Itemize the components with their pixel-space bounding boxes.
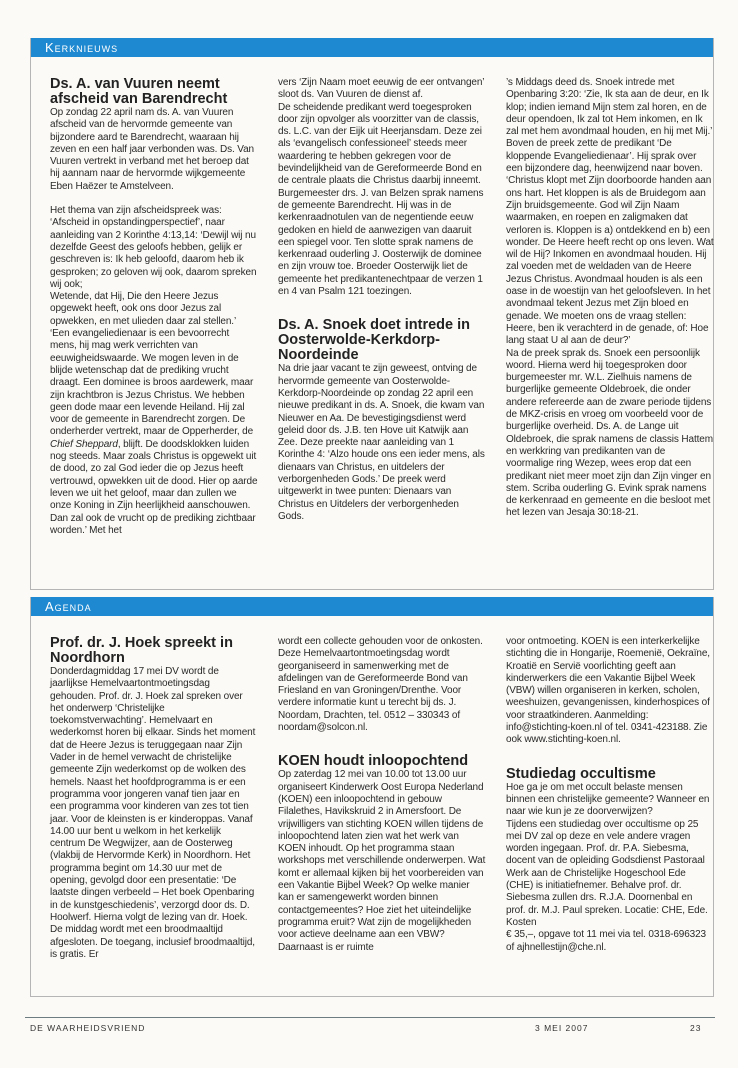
section-title: Kerknieuws xyxy=(31,38,713,57)
text-run: , blijft. De doodsklokken luiden nog steeds. Maar zoals Christus is opgewekt uit de dood, zo zal God ieder die op Jezus heeft vertrouwd, opwekken uit de dood. Hier op aarde leven we uit het geloof, maar dan zullen we onze Koning in Zijn heerlijkheid aanschouwen. Dan zal ook de vrucht op de prediking zichtbaar worden.’ Met het xyxy=(50,438,258,536)
section-agenda xyxy=(30,597,714,997)
article-paragraph: Na de preek sprak ds. Snoek een persoonlijk woord. Hierna werd hij toegesproken door burgemeester mr. W.L. Zielhuis namens de burgerlijke gemeente Oldebroek, die onder andere refereerde aan de zware periode tijdens de MKZ-crisis en vroeg om voorbeeld voor de burgerlijke overheid. Ds. A. de Lange uit Oldebroek, die sprak namens de classis Hattem en werkkring van predikanten van de voormalige ring Wezep, wees erop dat een predikant niet meer moet zijn dan Zijn vinger en stem. Scriba ouderling G. Evink sprak namens de kerkenraad en gemeente en die besloot met het lezen van Jesaja 30:18-21. xyxy=(506,347,713,519)
footer-divider xyxy=(25,1017,715,1018)
article-paragraph: Op zaterdag 12 mei van 10.00 tot 13.00 uur organiseert Kinderwerk Oost Europa Nederland (KOEN) een inloopochtend in gebouw Filalethes, Havikskruid 2 in Amersfoort. De vrijwilligers van stichting KOEN willen tijdens de inloopochtend laten zien wat het werk van KOEN inhoudt. Op het programma staan workshops met verschillende onderwerpen. Wat komt er allemaal kijken bij het voorbereiden van een Vakantie Bijbel Week? Op welke manier kan er samengewerkt worden binnen contactgemeentes? Hoe ziet het uiteindelijke programma eruit? Wat zijn de mogelijkheden voor actieve deelname aan een VBW? Daarnaast is er ruimte xyxy=(278,769,486,953)
article-headline: Ds. A. van Vuuren neemt afscheid van Barendrecht xyxy=(50,76,228,107)
article-paragraph: ’s Middags deed ds. Snoek intrede met Openbaring 3:20: ‘Zie, Ik sta aan de deur, en Ik klop; indien iemand Mijn stem zal horen, en de deur opendoen, Ik zal tot Hem inkomen, en Ik zal met hem avondmaal houden, en hij met Mij.’ Boven de preek zette de predikant ‘De kloppende Evangeliedienaar’. Hij sprak over een bijzondere dag, heenwijzend naar boven. ‘Christus klopt met Zijn doorboorde handen aan ons hart. Het kloppen is als de Bruidegom aan Zijn bruidsgemeente. God wil Zijn Naam waarmaken, en roepen en zaligmaken dat verloren is. Kloppen is a) ontdekkend en b) een wonder. De Heere heeft recht op ons leven. Wat wil de Hij? Inkomen en avondmaal houden. Hij zal voeden met de weldaden van de Heere Jezus Christus. Avondmaal houden is als een oase in de woestijn van het geloofsleven. In het avondmaal tekent Jezus met Zijn bloed en genade. We moeten ons de vraag stellen: Heere, ben ik verachterd in de genade, of: Hoe lang staat U al aan de deur?’ xyxy=(506,77,714,347)
article-paragraph: Wetende, dat Hij, Die den Heere Jezus opgewekt heeft, ook ons door Jezus zal opwekken, en met ulieden daar zal stellen.’ xyxy=(50,291,237,327)
columns xyxy=(31,616,713,961)
article-headline: Ds. A. Snoek doet intrede in Oosterwolde-Kerkdorp-Noordeinde xyxy=(278,317,471,364)
page-number: 23 xyxy=(690,1023,702,1033)
italic-text: Chief Sheppard xyxy=(50,438,118,450)
article-paragraph: Op zondag 22 april nam ds. A. van Vuuren afscheid van de hervormde gemeente van bijzondere aard te Barendrecht, waaraan hij zeven en een half jaar verbonden was. Ds. Van Vuuren vertrekt in verband met het beroep dat hij aannam naar de hervormde wijkgemeente Eben Haëzer te Amstelveen. xyxy=(50,107,254,192)
text-run: ‘Een evangeliedienaar is een bevoorrecht mens, hij mag werk verrichten van eeuwigheidswaarde. We mogen leven in de blijde wetenschap dat de prediking vrucht draagt. Een dominee is broos aardewerk, maar zijn krachtbron is Jezus Christus. We hebben geen dode maar een levende Heiland. Hij zal voor de gemeente in Barendrecht zorgen. De onderherder vertrekt, maar de Opperherder, de xyxy=(50,328,254,438)
article-paragraph xyxy=(50,328,258,537)
column-1 xyxy=(50,77,258,537)
article-paragraph: voor ontmoeting. KOEN is een interkerkelijke stichting die in Hongarije, Roemenië, Oekraïne, Kroatië en Servië voorlichting geeft aan kinderwerkers die een Vakantie Bijbel Week (VBW) willen organiseren in kerken, scholen, weeshuizen, gevangenissen, kinderhospices of voor straatkinderen. Aanmelding: info@stichting-koen.nl of tel. 0341-423188. Zie ook www.stichting-koen.nl. xyxy=(506,636,710,746)
issue-date: 3 MEI 2007 xyxy=(535,1023,589,1033)
article-headline: Prof. dr. J. Hoek spreekt in Noordhorn xyxy=(50,635,233,666)
article-headline: Studiedag occultisme xyxy=(506,765,656,782)
article-paragraph: Tijdens een studiedag over occultisme op 25 mei DV zal op deze en vele andere vragen worden ingegaan. Prof. dr. P.A. Siebesma, docent van de opleiding Godsdienst Pastoraal Werk aan de Christelijke Hogeschool Ede (CHE) is initiatiefnemer. Behalve prof. dr. Siebesma zullen drs. R.J.A. Doornenbal en prof. dr. M.J. Paul spreken. Locatie: CHE, Ede. Kosten xyxy=(506,818,708,928)
section-title: Agenda xyxy=(31,597,713,616)
section-kerknieuws xyxy=(30,38,714,590)
article-paragraph: Na drie jaar vacant te zijn geweest, ontving de hervormde gemeente van Oosterwolde-Kerkdorp-Noordeinde op zondag 22 april een nieuwe predikant in ds. A. Snoek, die kwam van Nieuwer en Aa. De bevestigingsdienst werd geleid door ds. J.B. ten Hove uit Katwijk aan Zee. Deze preekte naar aanleiding van 1 Korinthe 4: ‘Alzo houde ons een ieder mens, als dienaars van Christus, en uitdelers der verborgenheden Gods.’ De preek werd uitgewerkt in twee punten: Dienaars van Christus en Uitdelers der verborgenheden Gods. xyxy=(278,363,485,522)
columns xyxy=(31,57,713,537)
article-paragraph: De scheidende predikant werd toegesproken door zijn opvolger als voorzitter van de classis, ds. L.C. van der Eijk uit Heerjansdam. Deze zei als ‘evangelisch confessioneel’ steeds meer waardering te hebben gekregen voor de bevindelijkheid van de Gereformeerde Bond en de centrale plaats die Christus daarbij inneemt. Burgemeester drs. J. van Belzen sprak namens de gemeente Barendrecht. Hij was in de kerkenraadnotulen van de negentiende eeuw gedoken en hield de aanwezigen van daaruit een spiegel voor. Ten slotte sprak namens de kerkenraad ouderling J. Oosterwijk de dominee en zijn vrouw toe. Broeder Oosterwijk liet de gemeente het predikantenechtpaar de verzen 1 en 4 van Psalm 121 toezingen. xyxy=(278,101,484,298)
column-1 xyxy=(50,636,258,961)
column-2 xyxy=(278,77,486,537)
column-3 xyxy=(506,77,714,537)
article-paragraph: Deze Hemelvaartontmoetingsdag wordt georganiseerd in samenwerking met de afdelingen van de Gereformeerde Bond van Friesland en van Groningen/Drenthe. Voor verdere informatie kunt u terecht bij ds. J. Noordam, Drachten, tel. 0512 – 330343 of noordam@solcon.nl. xyxy=(278,648,468,734)
column-2 xyxy=(278,636,486,961)
article-paragraph: Het thema van zijn afscheidspreek was: ‘Afscheid in opstandingperspectief’, naar aanleiding van 2 Korinthe 4:13,14: ‘Dewijl wij nu dezelfde Geest des geloofs hebben, gelijk er geschreven is: Ik heb geloofd, daarom heb ik gesproken; zo geloven wij ook, daarom spreken wij ook; xyxy=(50,205,257,290)
article-paragraph: vers ‘Zijn Naam moet eeuwig de eer ontvangen’ sloot ds. Van Vuuren de dienst af. xyxy=(278,77,485,101)
article-headline: KOEN houdt inloopochtend xyxy=(278,753,469,770)
article-paragraph: wordt een collecte gehouden voor de onkosten. xyxy=(278,636,483,647)
publication-name: DE WAARHEIDSVRIEND xyxy=(30,1023,146,1033)
article-paragraph: € 35,–, opgave tot 11 mei via tel. 0318-696323 of ajhnellestijn@che.nl. xyxy=(506,929,706,953)
column-3 xyxy=(506,636,714,961)
article-paragraph: Donderdagmiddag 17 mei DV wordt de jaarlijkse Hemelvaartontmoetingsdag gehouden. Prof. dr. J. Hoek zal spreken over het onderwerp ‘Christelijke toekomstverwachting’. Hemelvaart en wederkomst horen bij elkaar. Sinds het moment dat de Heere Jezus is teruggegaan naar Zijn Vader in de hemel verwacht de christelijke gemeente Zijn wederkomst op de wolken des hemels. Naast het hoofdprogramma is er een programma voor jongeren vanaf tien jaar en een programma voor kinderen van zes tot tien jaar. Voor de kleinsten is er kinderoppas. Vanaf 14.00 uur bent u welkom in het kerkelijk centrum De Wegwijzer, aan de Oosterweg (vlakbij de Hervormde Kerk) in Noordhorn. Het programma begint om 14.30 uur met de opening, gevolgd door een presentatie: ‘De laatste dingen verbeeld – Het boek Openbaring in de kunstgeschiedenis’, verzorgd door ds. D. Hoolwerf. Hierna volgt de lezing van dr. Hoek. De middag wordt met een broodmaaltijd afgesloten. De toegang, inclusief broodmaaltijd, is gratis. Er xyxy=(50,666,256,960)
article-paragraph: Hoe ga je om met occult belaste mensen binnen een christelijke gemeente? Wanneer en naar wie kun je ze doorverwijzen? xyxy=(506,781,710,818)
